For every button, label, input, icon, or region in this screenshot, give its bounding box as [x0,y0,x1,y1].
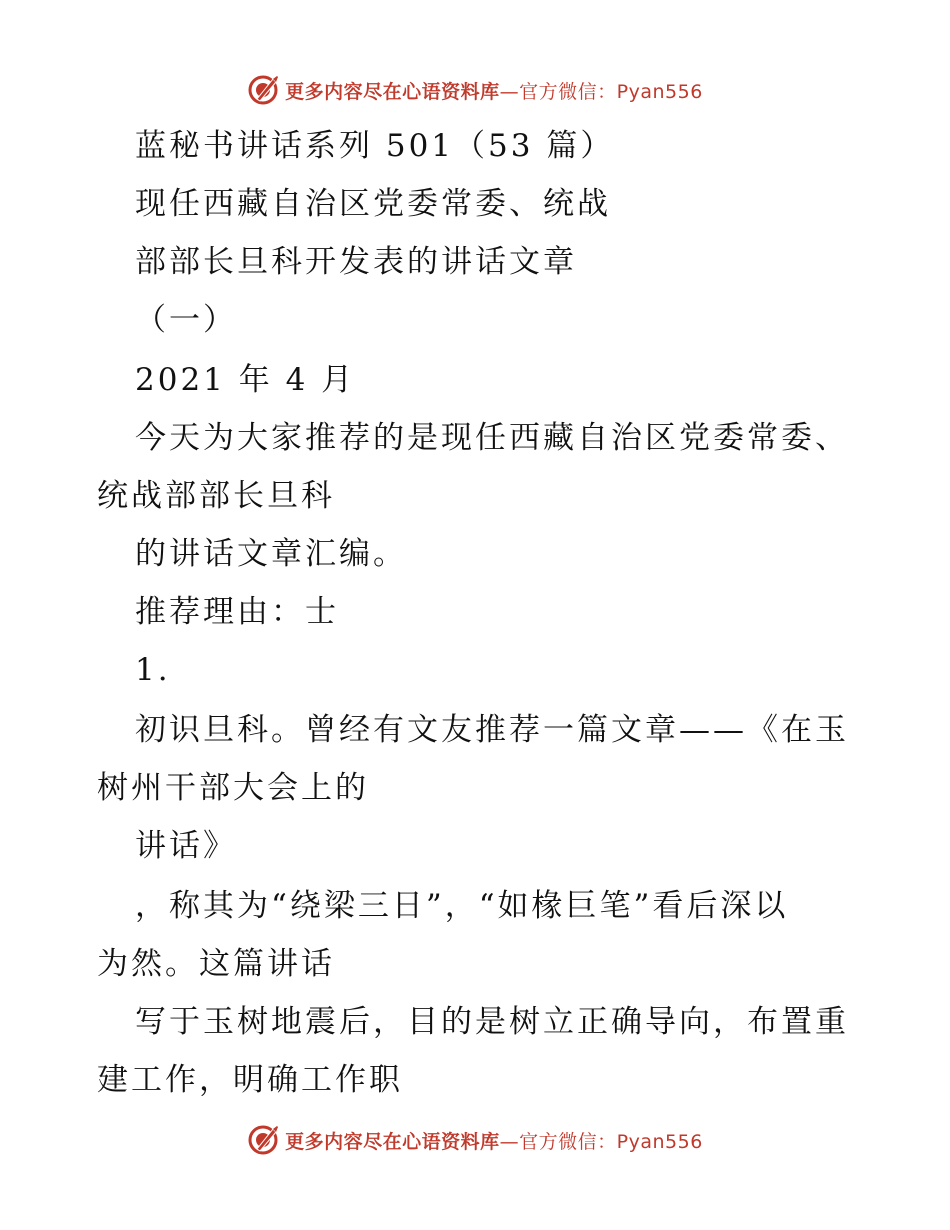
watermark-header [0,70,950,110]
watermark-dash: — [499,80,520,103]
paragraph-line: 今天为大家推荐的是现任西藏自治区党委常委、 [135,420,849,456]
watermark-dash: — [499,1130,520,1153]
watermark-text [285,77,703,104]
watermark-main: 更多内容尽在心语资料库 [285,1130,500,1153]
doc-title-line-2: 现任西藏自治区党委常委、统战 [135,186,611,222]
watermark-text [285,1127,703,1154]
doc-part-label: （一） [135,302,237,338]
paragraph-line: 统战部部长旦科 [97,478,335,514]
watermark-suffix: 官方微信：Pyan556 [519,80,703,103]
pen-logo-icon [247,73,281,107]
paragraph-line: 讲话》 [135,828,237,864]
doc-title-line-3: 部部长旦科开发表的讲话文章 [135,244,577,280]
watermark-suffix: 官方微信：Pyan556 [519,1130,703,1153]
paragraph-line: 的讲话文章汇编。 [135,536,407,572]
doc-title-line-1: 蓝秘书讲话系列 501（53 篇） [135,128,615,164]
paragraph-line: 初识旦科。曾经有文友推荐一篇文章——《在玉 [135,712,849,748]
paragraph-line: 为然。这篇讲话 [97,946,335,982]
paragraph-line: 建工作，明确工作职 [97,1062,403,1098]
paragraph-line: 推荐理由：士 [135,594,339,630]
list-number: 1. [135,652,171,688]
pen-logo-icon [247,1123,281,1157]
paragraph-line: ，称其为“绕梁三日”，“如椽巨笔”看后深以 [135,888,789,924]
paragraph-line: 树州干部大会上的 [97,770,369,806]
doc-date: 2021 年 4 月 [135,362,356,398]
watermark-footer [0,1120,950,1160]
paragraph-line: 写于玉树地震后，目的是树立正确导向，布置重 [135,1004,849,1040]
watermark-main: 更多内容尽在心语资料库 [285,80,500,103]
